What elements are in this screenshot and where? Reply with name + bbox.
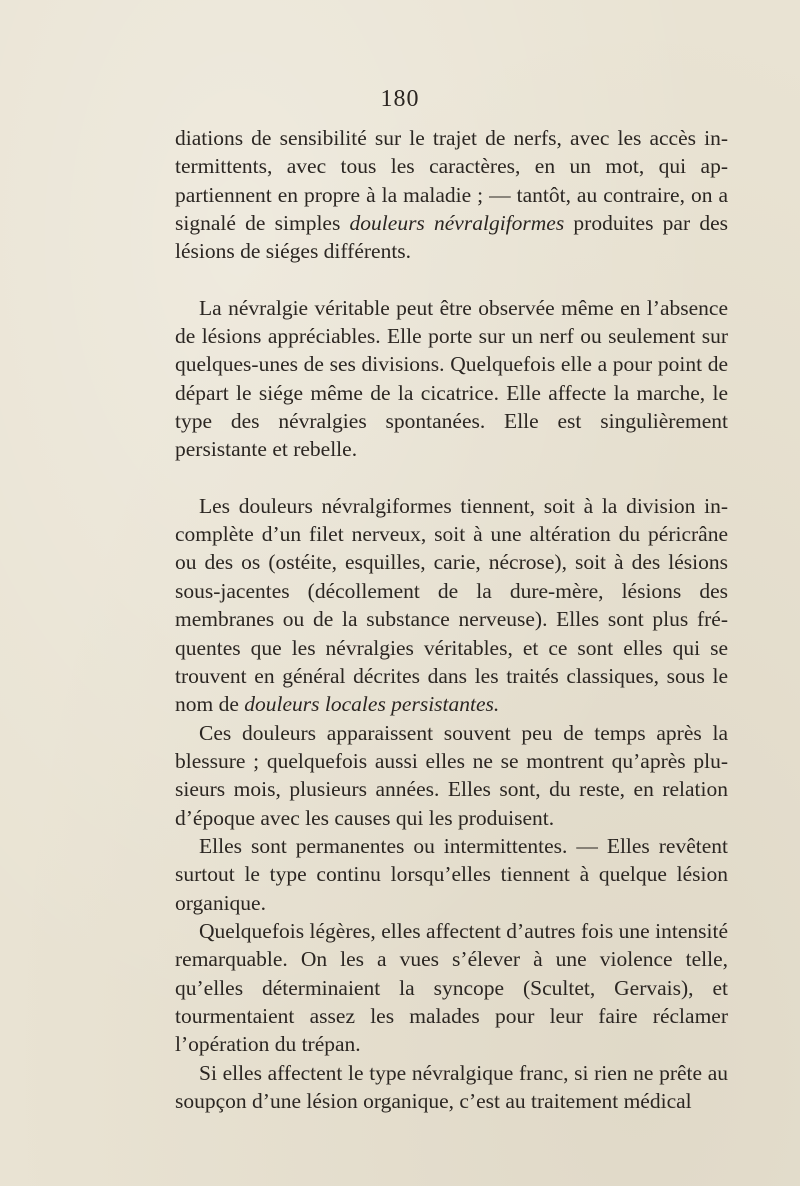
text-run: Quelquefois légères, elles affectent d’autres fois une intensité remarquable. On les a vues s’élever à une violence telle, qu’elles déterminaient la syncope (Scultet, Gervais), et tourmentaient assez les malades pour leur faire réclamer l’opération du trépan. — [175, 918, 728, 1057]
text-run: Les douleurs névralgiformes tiennent, soit à la division incomplète d’un filet nerveux, soit à une altération du péricrâne ou des os (ostéite, esquilles, carie, nécrose), soit à des lésions sous-jacentes (décollement de la dure-mère, lésions des membranes ou de la substance nerveuse). Elles sont plus fréquentes que les névralgies véritables, et ce sont elles qui se trouvent en général décrites dans les traités classiques, sous le nom de — [175, 493, 728, 717]
body-text — [175, 124, 728, 1115]
page-number: 180 — [380, 86, 420, 112]
paragraph-2 — [175, 294, 728, 464]
text-run: produites par des lésions de siéges différents. — [175, 211, 728, 264]
text-run: La névralgie véritable peut être observée même en l’absence de lésions appréciables. Elle porte sur un nerf ou seulement sur quelques-unes de ses divisions. Quelquefois elle a pour point de départ le siége même de la cicatrice. Elle affecte la marche, le type des névralgies spontanées. Elle est singulièrement persistante et rebelle. — [175, 295, 728, 462]
paragraph-6 — [175, 917, 728, 1059]
italic-term: douleurs locales persistantes. — [244, 692, 500, 717]
italic-term: douleurs névralgiformes — [349, 211, 565, 236]
text-run: diations de sensibilité sur le trajet de nerfs, avec les accès intermittents, avec tous les caractères, en un mot, qui appartiennent en propre à la maladie ; — tantôt, au contraire, on a signalé de simples — [175, 126, 728, 236]
paragraph-7 — [175, 1059, 728, 1116]
text-run: Elles sont permanentes ou intermittentes. — Elles revêtent surtout le type continu lorsqu’elles tiennent à quelque lésion organique. — [175, 833, 728, 915]
paragraph-4 — [175, 719, 728, 832]
text-run: Ces douleurs apparaissent souvent peu de temps après la blessure ; quelquefois aussi elles ne se montrent qu’après plusieurs mois, plusieurs années. Elles sont, du reste, en relation d’époque avec les causes qui les produisent. — [175, 720, 728, 830]
text-run: Si elles affectent le type névralgique franc, si rien ne prête au soupçon d’une lésion organique, c’est au traitement médical — [175, 1060, 728, 1113]
paragraph-3 — [175, 492, 728, 719]
paragraph-5 — [175, 832, 728, 917]
paragraph-1 — [175, 124, 728, 266]
